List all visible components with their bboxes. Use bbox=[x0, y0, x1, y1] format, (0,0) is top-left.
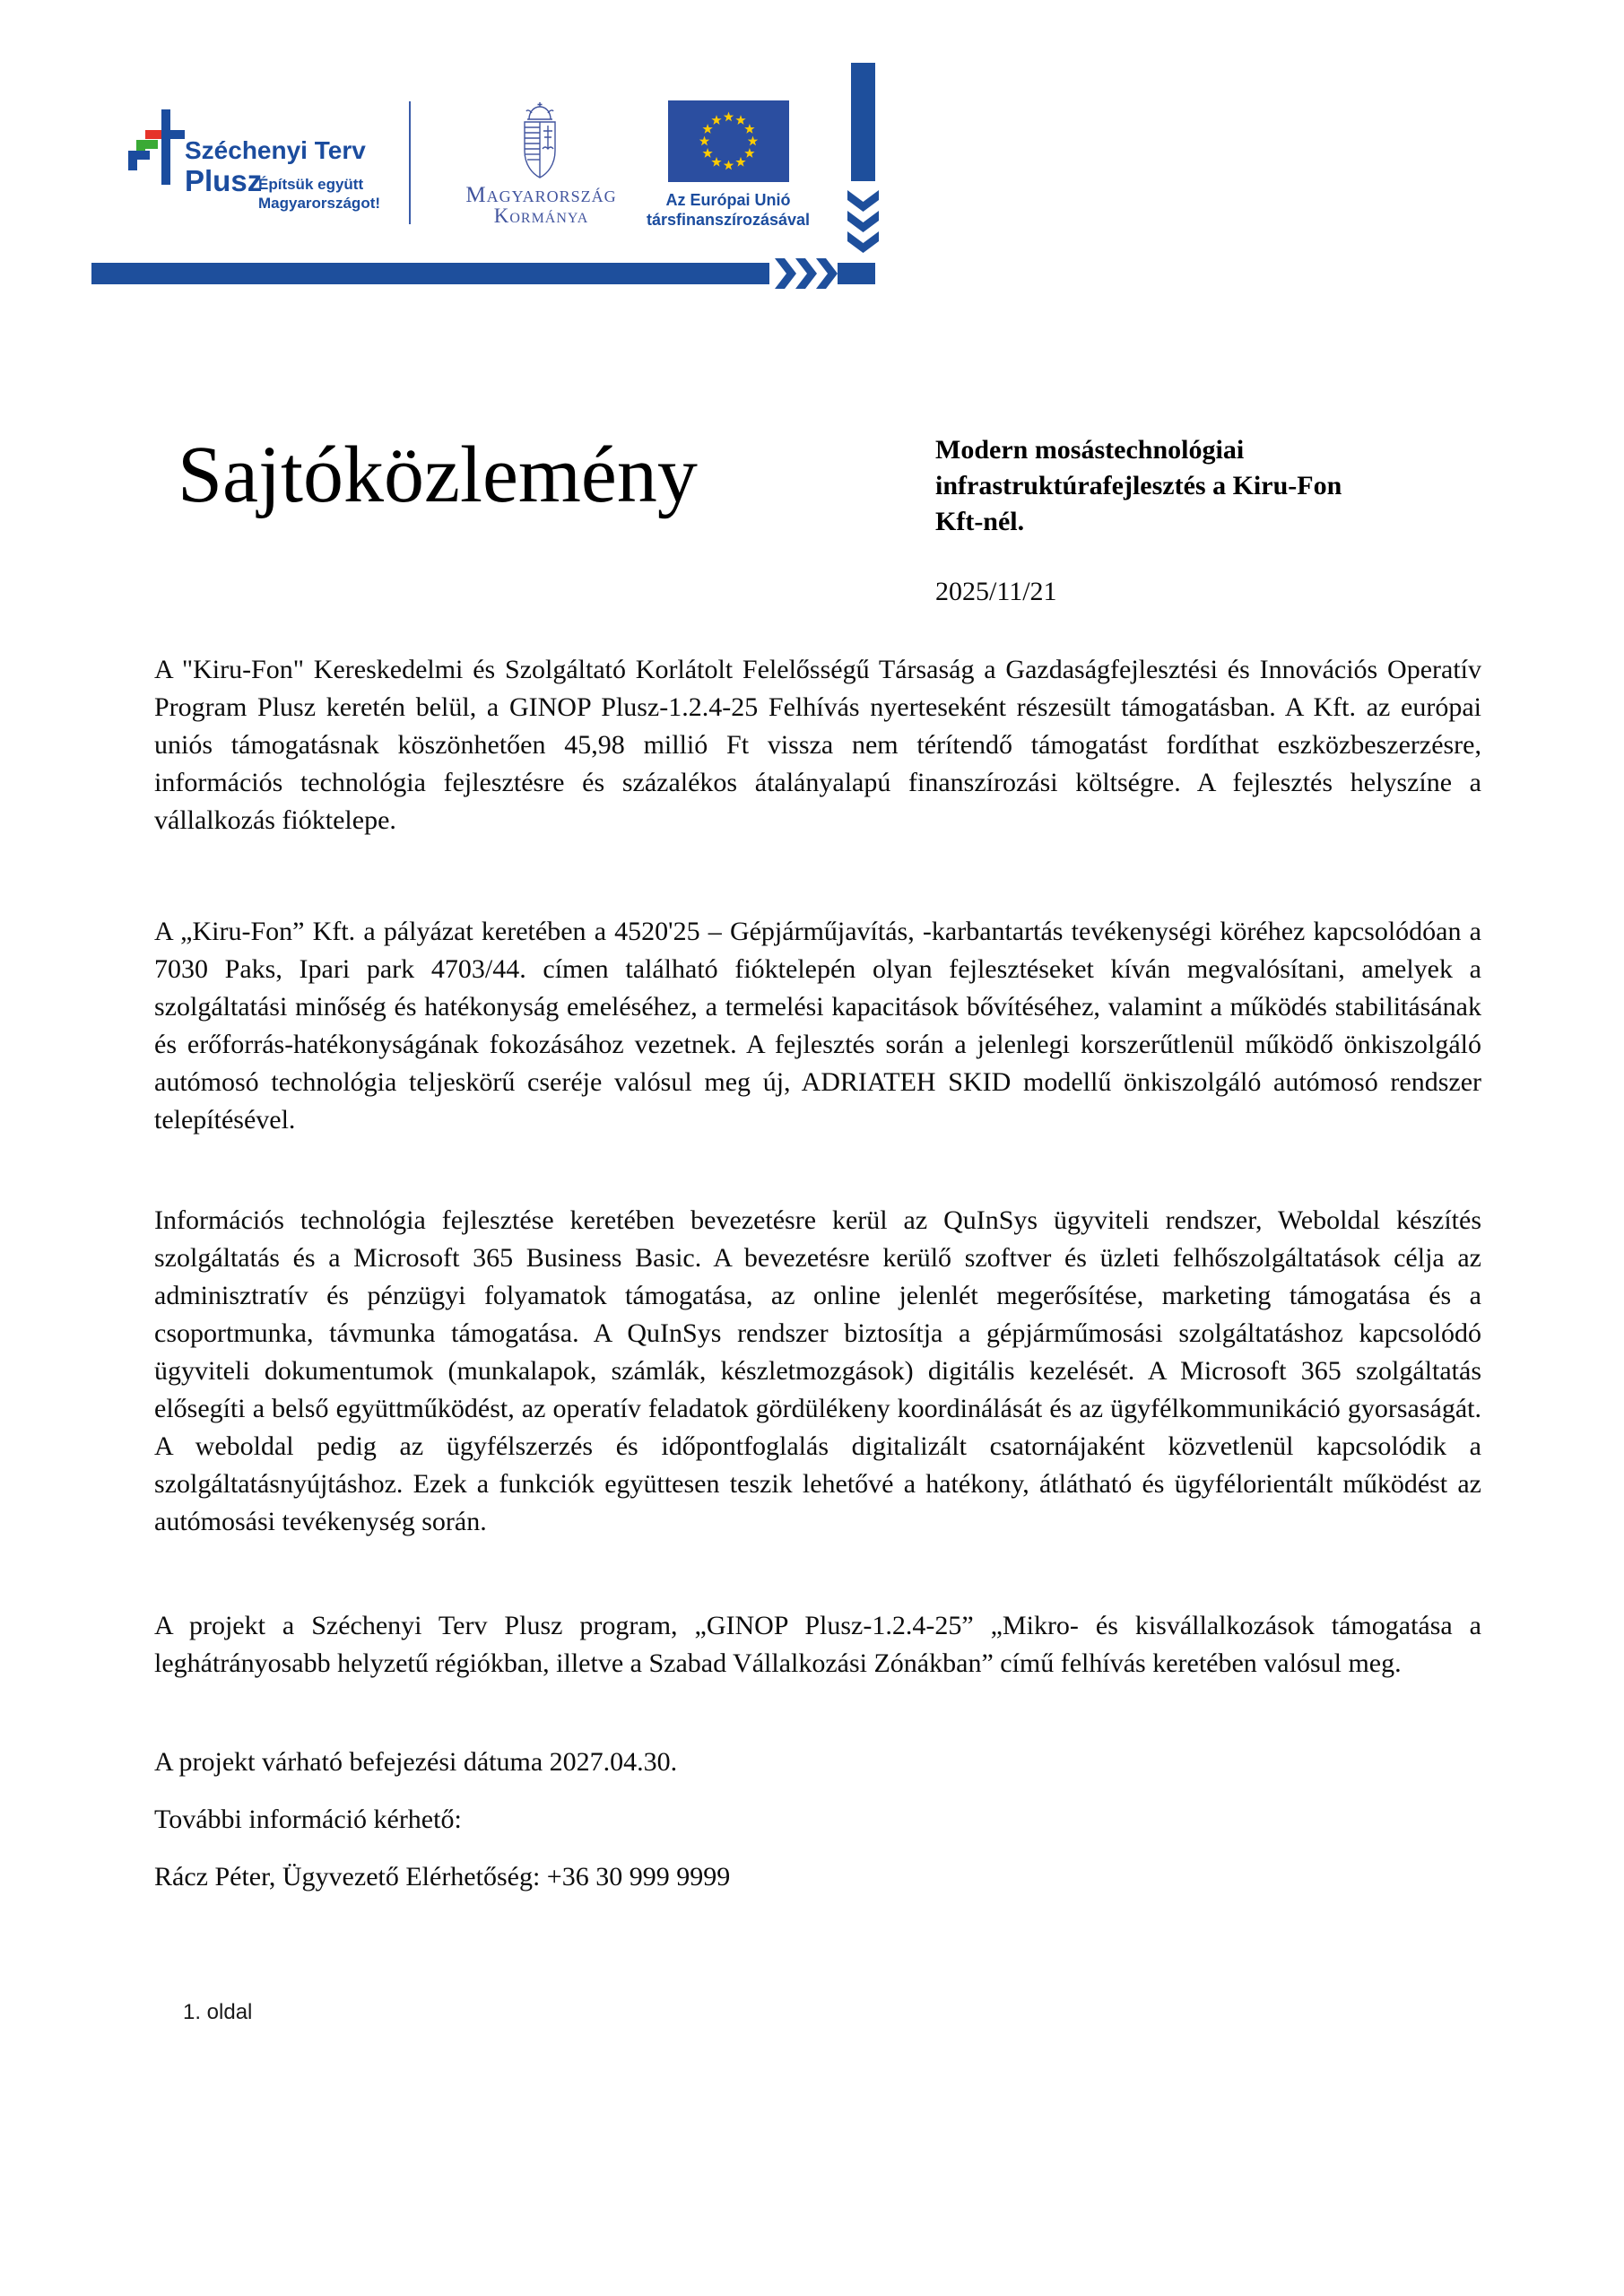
szechenyi-logo-tagline-line1: Építsük együtt bbox=[258, 176, 364, 193]
paragraph-contact: Rácz Péter, Ügyvezető Elérhetőség: +36 30 999 9999 bbox=[154, 1862, 731, 1892]
eu-caption-line2: társfinanszírozásával bbox=[646, 211, 811, 229]
document-headline bbox=[935, 432, 1409, 540]
government-logo-line2: Kormánya bbox=[493, 204, 589, 227]
headline-line1: Modern mosástechnológiai bbox=[935, 435, 1245, 465]
headline-line3: Kft-nél. bbox=[935, 507, 1025, 536]
szechenyi-logo-tagline-line2: Magyarországot! bbox=[258, 195, 381, 212]
page-number: 1. oldal bbox=[183, 2000, 253, 2024]
paragraph-completion-date: A projekt várható befejezési dátuma 2027.04.30. bbox=[154, 1747, 678, 1777]
paragraph-more-info: További információ kérhető: bbox=[154, 1805, 462, 1834]
szechenyi-logo-name-line2: Plusz bbox=[185, 164, 263, 197]
document-date: 2025/11/21 bbox=[935, 577, 1057, 606]
eu-caption-line1: Az Európai Unió bbox=[665, 191, 791, 209]
szechenyi-logo-name-line1: Széchenyi Terv bbox=[185, 136, 366, 164]
paragraph-project-details: A „Kiru-Fon” Kft. a pályázat keretében a 4520'25 – Gépjárműjavítás, -karbantartás tevékenységi köréhez kapcsolódóan a 7030 Paks, Ipari park 4703/44. címen található fióktelepén olyan fejlesztéseket kíván megvalósítani, amelyek a szolgáltatási minőség és hatékonyság emeléséhez, a termelési kapacitások bővítéséhez, valamint a működés stabilitásának és erőforrás-hatékonyságának fokozásához vezetnek. A fejlesztés során a jelenlegi korszerűtlenül működő önkiszolgáló autómosó technológia teljeskörű cseréje valósul meg új, ADRIATEH SKID modellű önkiszolgáló autómosó rendszer telepítésével. bbox=[154, 917, 1481, 1135]
document-title: Sajtóközlemény bbox=[178, 430, 698, 519]
paragraph-lead: A "Kiru-Fon" Kereskedelmi és Szolgáltató Korlátolt Felelősségű Társaság a Gazdaságfejlesztési és Innovációs Operatív Program Plusz keretén belül, a GINOP Plusz-1.2.4-25 Felhívás nyerteseként részesült támogatásban. A Kft. az európai uniós támogatásnak köszönhetően 45,98 millió Ft vissza nem térítendő támogatást fordíthat eszközbeszerzésre, információs technológia fejlesztésre és százalékos átalányalapú finanszírozási költségre. A fejlesztés helyszíne a vállalkozás fióktelepe. bbox=[154, 655, 1481, 835]
header-banner-chevrons bbox=[90, 54, 897, 305]
headline-line2: infrastruktúrafejlesztés a Kiru-Fon bbox=[935, 471, 1342, 500]
paragraph-program-reference: A projekt a Széchenyi Terv Plusz program, „GINOP Plusz-1.2.4-25” „Mikro- és kisvállalkozások támogatása a leghátrányosabb helyzetű régiókban, illetve a Szabad Vállalkozási Zónákban” című felhívás keretében valósul meg. bbox=[154, 1611, 1481, 1678]
government-logo-line1: Magyarország bbox=[465, 183, 617, 207]
paragraph-it-development: Információs technológia fejlesztése keretében bevezetésre kerül az QuInSys ügyviteli rendszer, Weboldal készítés szolgáltatás és a Microsoft 365 Business Basic. A bevezetésre kerülő szoftver és üzleti felhőszolgáltatások célja az adminisztratív és pénzügyi folyamatok támogatása, az online jelenlét megerősítése, marketing támogatása és a csoportmunka, távmunka támogatása. A QuInSys rendszer biztosítja a gépjárműmosási szolgáltatáshoz kapcsolódó ügyviteli dokumentumok (munkalapok, számlák, készletmozgások) digitális kezelését. A Microsoft 365 szolgáltatás elősegíti a belső együttműködést, az operatív feladatok gördülékeny koordinálását és az ügyfélkommunikáció gyorsaságát. A weboldal pedig az ügyfélszerzés és időpontfoglalás digitalizált csatornájaként közvetlenül kapcsolódik a szolgáltatásnyújtáshoz. Ezek a funkciók együttesen teszik lehetővé a hatékony, átlátható és ügyfélorientált működést az autómosási tevékenység során. bbox=[154, 1205, 1481, 1536]
